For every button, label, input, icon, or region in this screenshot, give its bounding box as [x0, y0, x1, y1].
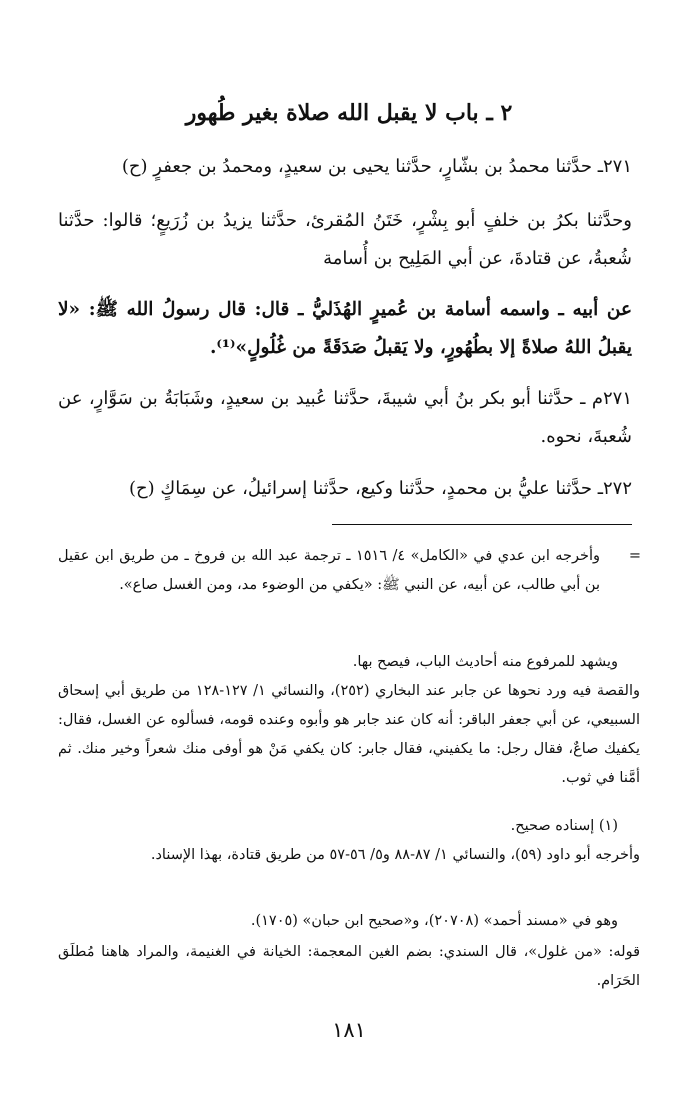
footnote-abu-dawud: وأخرجه أبو داود (٥٩)، والنسائي ١/ ٨٧-٨٨ و٥/ ٥٦-٥٧ من طريق قتادة، بهذا الإسناد. — [150, 847, 640, 863]
footnote-musnad-ahmad: وهو في «مسند أحمد» (٢٠٧٠٨)، و«صحيح ابن حبان» (١٧٠٥). — [250, 913, 618, 929]
footnote-ghulul-explanation: قوله: «من غلول»، قال السندي: بضم الغين المعجمة: الخيانة في الغنيمة، والمراد هاهنا مُطلَق الحَرَام. — [58, 944, 640, 989]
hadith-272-chain: ٢٧٢ـ حدَّثنا عليُّ بن محمدٍ، حدَّثنا وكيع، حدَّثنا إسرائيلُ، عن سِمَاكٍ (ح) — [129, 478, 632, 499]
page-number: ١٨١ — [332, 1018, 366, 1042]
footnote-ibn-adi: وأخرجه ابن عدي في «الكامل» ٤/ ١٥١٦ ـ ترجمة عبد الله بن فروخ ـ من طريق ابن عقيل بن أبي طالب، عن أبيه، عن النبي ﷺ: «يكفي من الوضوء مد، ومن الغسل صاع». — [58, 548, 600, 593]
hadith-271-text: عن أبيه ـ واسمه أسامة بن عُميرٍ الهُذَليُّ ـ قال: قال رسولُ الله ﷺ: «لا يقبلُ اللهُ صلاةً إلا بطُهُورٍ، ولا يَقبلُ صَدَقَةً من غُلُولٍ»⁽¹⁾. — [58, 299, 632, 358]
footnote-continuation-marker: = — [628, 548, 642, 564]
chapter-heading: ٢ ـ باب لا يقبل الله صلاة بغير طُهور — [185, 100, 513, 126]
hadith-271m: ٢٧١م ـ حدَّثنا أبو بكر بنُ أبي شيبةَ، حدَّثنا عُبيد بن سعيدٍ، وشَبَابَةُ بن سَوَّارٍ، عن شُعبةَ، نحوه. — [58, 388, 632, 447]
footnote-1-grading: (١) إسناده صحيح. — [510, 818, 618, 834]
hadith-271-chain-2: وحدَّثنا بكرُ بن خلفٍ أبو بِشْرٍ، خَتَنُ المُقرئ، حدَّثنا يزيدُ بن زُرَيعٍ؛ قالوا: حدَّثنا شُعبةُ، عن قتادةَ، عن أبي المَلِيح بن أُسامة — [58, 210, 632, 269]
footnote-witness: ويشهد للمرفوع منه أحاديث الباب، فيصح بها. — [352, 654, 618, 670]
hadith-271-chain-1: ٢٧١ـ حدَّثنا محمدُ بن بشّارٍ، حدَّثنا يحيى بن سعيدٍ، ومحمدُ بن جعفرٍ (ح) — [121, 156, 632, 177]
footnote-separator — [332, 524, 632, 525]
footnote-story-jabir: والقصة فيه ورد نحوها عن جابر عند البخاري (٢٥٢)، والنسائي ١/ ١٢٧-١٢٨ من طريق أبي إسحاق السبيعي، عن أبي جعفر الباقر: أنه كان عند جابر هو وأبوه وعنده قومه، فسألوه عن الغسل، فقال: يكفيك صاعٌ، فقال رجل: ما يكفيني، فقال جابر: كان يكفي مَنْ هو أوفى منك شعراً وخير منك. ثم أمَّنا في ثوب. — [58, 683, 640, 786]
